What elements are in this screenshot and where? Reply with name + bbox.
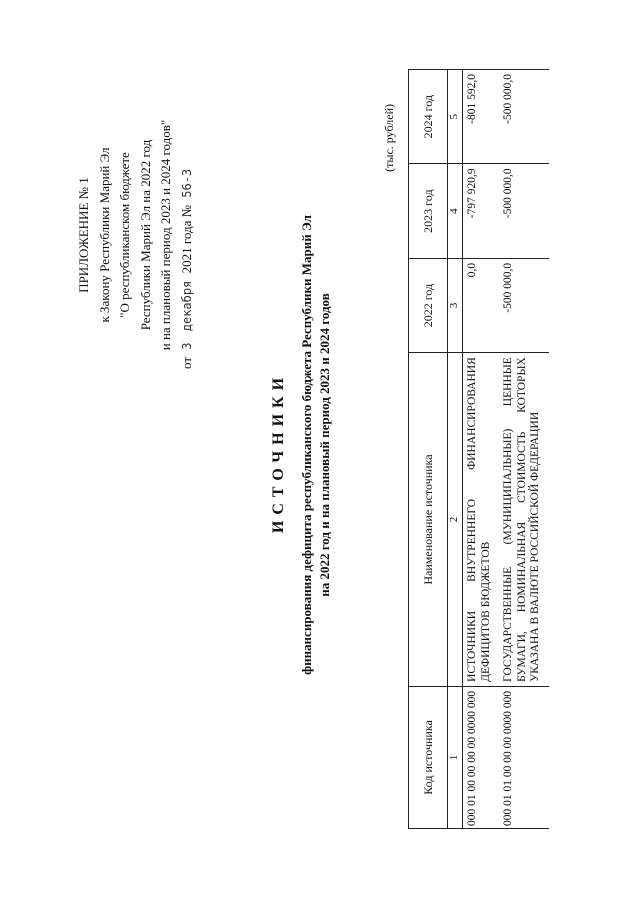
appendix-line: "О республиканском бюджете [117, 152, 132, 318]
column-number-row [448, 70, 463, 829]
row-amount-2024: -500 000,0 [499, 70, 549, 164]
row-code: 000 01 00 00 00 00 0000 000 [463, 686, 500, 828]
column-number: 4 [448, 164, 463, 258]
sources-table [408, 69, 549, 829]
document-title: ИСТОЧНИКИ [270, 371, 287, 534]
appendix-date-line [177, 85, 198, 385]
header-code: Код источника [409, 686, 448, 828]
row-name: ИСТОЧНИКИ ВНУТРЕННЕГО ФИНАНСИРОВАНИЯ ДЕФИЦИТОВ БЮДЖЕТОВ [463, 353, 500, 687]
column-number: 3 [448, 258, 463, 352]
date-year: 2021 года № [178, 205, 194, 274]
row-name: ГОСУДАРСТВЕННЫЕ (МУНИЦИПАЛЬНЫЕ) ЦЕННЫЕ БУМАГИ, НОМИНАЛЬНАЯ СТОИМОСТЬ КОТОРЫХ УКАЗАНА В ВАЛЮТЕ РОССИЙСКОЙ ФЕДЕРАЦИИ [499, 353, 549, 687]
row-amount-2023: -500 000,0 [499, 164, 549, 258]
law-number: 56-З [179, 168, 194, 198]
subtitle-line: на 2022 год и на плановый период 2023 и 2024 годов [317, 293, 332, 597]
appendix-line: ПРИЛОЖЕНИЕ № 1 [76, 177, 91, 293]
row-amount-2024: -801 592,0 [463, 70, 500, 164]
column-number: 1 [448, 686, 463, 828]
row-amount-2022: -500 000,0 [499, 258, 549, 352]
row-amount-2023: -797 920,9 [463, 164, 500, 258]
date-day: 3 [179, 342, 194, 350]
date-prefix: от [178, 356, 194, 369]
appendix-line: Республики Марий Эл на 2022 год [137, 139, 153, 331]
column-number: 5 [448, 70, 463, 164]
subtitle-line: финансирования дефицита республиканского бюджета Республики Марий Эл [299, 215, 314, 675]
header-2023: 2023 год [409, 164, 448, 258]
header-name: Наименование источника [409, 353, 448, 687]
row-amount-2022: 0,0 [463, 258, 500, 352]
units-label: (тыс. рублей) [382, 104, 396, 172]
document-subtitle [298, 135, 334, 755]
date-month: декабря [179, 280, 194, 332]
table-row [463, 70, 500, 829]
row-code: 000 01 01 00 00 00 0000 000 [499, 686, 549, 828]
table-row [499, 70, 549, 829]
appendix-line: к Закону Республики Марий Эл [96, 147, 112, 323]
table-header-row [409, 70, 448, 829]
column-number: 2 [448, 353, 463, 687]
appendix-block [74, 85, 197, 385]
header-2022: 2022 год [409, 258, 448, 352]
appendix-line: и на плановый период 2023 и 2024 годов" [158, 119, 173, 351]
header-2024: 2024 год [409, 70, 448, 164]
